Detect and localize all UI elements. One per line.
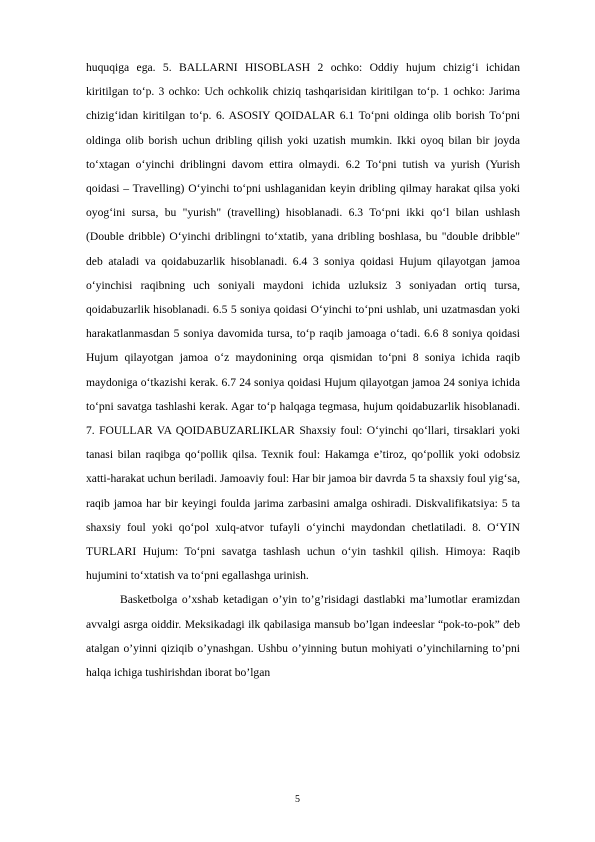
document-body <box>86 56 520 685</box>
paragraph-history: Basketbolga o’xshab ketadigan o’yin to’g’risidagi dastlabki ma’lumotlar eramizdan avvalgi asrga oiddir. Meksikadagi ilk qabilasiga mansub bo’lgan indeeslar “pok-to-pok” deb atalgan o’yinni qiziqib o’ynashgan. Ushbu o’yinning butun mohiyati o’yinchilarning to’pni halqa ichiga tushirishdan iborat bo’lgan <box>86 593 520 680</box>
page-number: 5 <box>295 794 300 805</box>
paragraph-rules: huquqiga ega. 5. BALLARNI HISOBLASH 2 ochko: Oddiy hujum chizig‘i ichidan kiritilgan to‘p. 3 ochko: Uch ochkolik chiziq tashqarisidan kiritilgan to‘p. 1 ochko: Jarima chizig‘idan kiritilgan to‘p. 6. ASOSIY QOIDALAR 6.1 To‘pni oldinga olib borish To‘pni oldinga olib borish uchun dribling qilish yoki uzatish mumkin. Ikki oyoq bilan bir joyda to‘xtagan o‘yinchi driblingni davom ettira olmaydi. 6.2 To‘pni tutish va yurish (Yurish qoidasi – Travelling) O‘yinchi to‘pni ushlaganidan keyin dribling qilmay harakat qilsa yoki oyog‘ini sursa, bu "yurish" (travelling) hisoblanadi. 6.3 To‘pni ikki qo‘l bilan ushlash (Double dribble) O‘yinchi driblingni to‘xtatib, yana dribling boshlasa, bu "double dribble" deb ataladi va qoidabuzarlik hisoblanadi. 6.4 3 soniya qoidasi Hujum qilayotgan jamoa o‘yinchisi raqibning uch soniyali maydoni ichida uzluksiz 3 soniyadan ortiq tursa, qoidabuzarlik hisoblanadi. 6.5 5 soniya qoidasi O‘yinchi to‘pni ushlab, uni uzatmasdan yoki harakatlanmasdan 5 soniya davomida tursa, to‘p raqib jamoaga o‘tadi. 6.6 8 soniya qoidasi Hujum qilayotgan jamoa o‘z maydonining orqa qismidan to‘pni 8 soniya ichida raqib maydoniga o‘tkazishi kerak. 6.7 24 soniya qoidasi Hujum qilayotgan jamoa 24 soniya ichida to‘pni savatga tashlashi kerak. Agar to‘p halqaga tegmasa, hujum qoidabuzarlik hisoblanadi. 7. FOULLAR VA QOIDABUZARLIKLAR Shaxsiy foul: O‘yinchi qo‘llari, tirsaklari yoki tanasi bilan raqibga qo‘pollik qilsa. Texnik foul: Hakamga e’tiroz, qo‘pollik yoki odobsiz xatti-harakat uchun beriladi. Jamoaviy foul: Har bir jamoa bir davrda 5 ta shaxsiy foul yig‘sa, raqib jamoa har bir keyingi foulda jarima zarbasini amalga oshiradi. Diskvalifikatsiya: 5 ta shaxsiy foul yoki qo‘pol xulq-atvor tufayli o‘yinchi maydondan chetlatiladi. 8. O‘YIN TURLARI Hujum: To‘pni savatga tashlash uchun o‘yin tashkil qilish. Himoya: Raqib hujumini to‘xtatish va to‘pni egallashga urinish. <box>86 61 520 583</box>
